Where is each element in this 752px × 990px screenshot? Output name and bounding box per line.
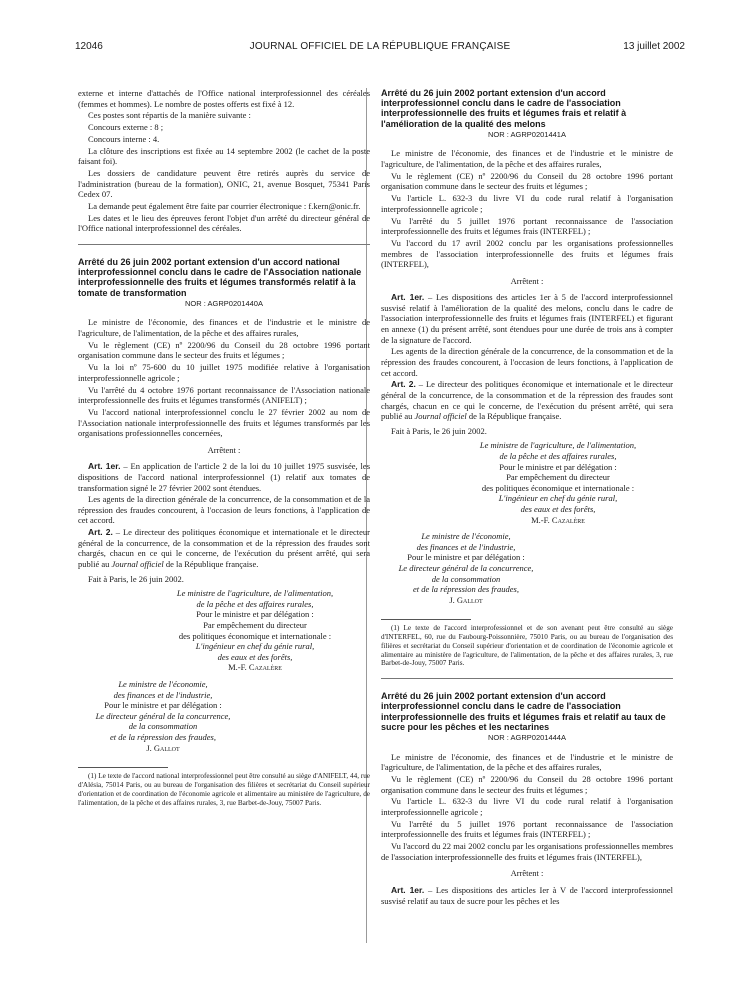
article-label: Art. 1er.: [391, 884, 425, 895]
arretent-heading: Arrêtent :: [510, 275, 544, 286]
article-paragraph: Les agents de la direction générale de la concurrence, de la consommation et de la répression des fraudes concourent, à l'occasion de leurs fonctions, à l'application de cet accord.: [78, 494, 370, 526]
left-column: [78, 88, 370, 807]
article-label: Art. 2.: [391, 379, 416, 390]
visa-paragraph: Vu l'accord du 17 avril 2002 conclu par les organisations professionnelles membres de l'association interprofessionnelle des fruits et légumes frais (INTERFEL),: [381, 237, 673, 270]
arretent-heading: Arrêtent :: [510, 868, 544, 879]
page-header: [75, 41, 685, 57]
footnote: (1) Le texte de l'accord national interprofessionnel peut être consulté au siège d'ANIFELT, 44, rue d'Alésia, 75014 Paris, ou au bureau de l'organisation des filières et secrétariat du Conseil supérieur d'orientation et de coordination de l'économie agricole et alimentaire au ministère de l'agriculture, de l'alimentation, de la pêche et des affaires rurales, 3, rue Barbet-de-Jouy, 75007 Paris.: [78, 772, 370, 807]
visa-paragraph: Le ministre de l'économie, des finances et de l'industrie et le ministre de l'agriculture, de l'alimentation, de la pêche et des affaires rurales,: [381, 751, 673, 773]
visa-paragraph: Vu l'arrêté du 5 juillet 1976 portant reconnaissance de l'association interprofessionnelle des fruits et légumes frais (INTERFEL) ;: [381, 215, 673, 237]
page-number: 12046: [75, 41, 103, 52]
signatory-name: M.-F. Cazalère: [531, 514, 585, 525]
visa-paragraph: Vu l'article L. 632-3 du livre VI du code rural relatif à l'organisation interprofessionnelle agricole ;: [381, 193, 673, 214]
visa-paragraph: Le ministre de l'économie, des finances et de l'industrie et le ministre de l'agriculture, de l'alimentation, de la pêche et des affaires rurales,: [381, 148, 673, 169]
signature-block: Le ministre de l'économie, des finances et de l'industrie, Pour le ministre et par délégation : Le directeur général de la concurrence, de la consommation et de la répression des fraudes, J. Gallot: [78, 679, 248, 753]
article-paragraph: Les agents de la direction générale de la concurrence, de la consommation et de la répression des fraudes concourent, à l'occasion de leurs fonctions, à l'application de cet accord.: [381, 346, 673, 378]
nor-reference: NOR : AGRP0201444A: [488, 733, 566, 743]
fait-a-paris: Fait à Paris, le 26 juin 2002.: [88, 573, 184, 584]
signatory-name: J. Gallot: [146, 742, 180, 753]
signature-block: Le ministre de l'agriculture, de l'alimentation, de la pêche et des affaires rurales, Pour le ministre et par délégation : Par empêchement du directeur des politiques économique et internationale : L'ingénieur en chef du génie rural, des eaux et des forêts, M.-F. Cazalère: [381, 440, 673, 525]
visa-paragraph: Vu la loi nº 75-600 du 10 juillet 1975 modifiée relative à l'organisation interprofessionnelle agricole ;: [78, 362, 370, 383]
visa-paragraph: Vu le règlement (CE) nº 2200/96 du Conseil du 28 octobre 1996 portant organisation commune dans le secteur des fruits et légumes ;: [78, 339, 370, 361]
intro-paragraph: Concours interne : 4.: [88, 133, 160, 144]
visa-paragraph: Vu l'arrêté du 5 juillet 1976 portant reconnaissance de l'association interprofessionnelle des fruits et légumes frais (INTERFEL) ;: [381, 818, 673, 840]
article-label: Art. 1er.: [88, 461, 121, 472]
intro-paragraph: Ces postes sont répartis de la manière suivante :: [88, 110, 251, 121]
arretent-heading: Arrêtent :: [207, 444, 241, 455]
right-column: [381, 88, 673, 907]
visa-paragraph: Vu l'accord du 22 mai 2002 conclu par les organisations professionnelles membres de l'association interprofessionnelle des fruits et légumes frais (INTERFEL),: [381, 841, 673, 862]
journal-title: JOURNAL OFFICIEL DE LA RÉPUBLIQUE FRANÇAISE: [249, 41, 511, 52]
article-label: Art. 2.: [88, 527, 113, 538]
intro-paragraph: Les dates et le lieu des épreuves feront l'objet d'un arrêté du directeur général de l'Office national interprofessionnel des céréales.: [78, 212, 370, 234]
article-2: Art. 2. – Le directeur des politiques économique et internationale et le directeur général de la concurrence, de la consommation et de la répression des fraudes sont chargés, chacun en ce qui le concerne, de l'exécution du présent arrêté, qui sera publié au Journal officiel de la République française.: [381, 379, 673, 422]
decree-title: Arrêté du 26 juin 2002 portant extension d'un accord national interprofessionnel conclu dans le cadre de l'Association nationale interprofessionnelle des fruits et légumes transformés relatif à la tomate de transformation: [78, 257, 362, 298]
visa-paragraph: Le ministre de l'économie, des finances et de l'industrie et le ministre de l'agriculture, de l'alimentation, de la pêche et des affaires rurales,: [78, 317, 370, 339]
nor-reference: NOR : AGRP0201441A: [488, 129, 566, 139]
article-1: Art. 1er. – Les dispositions des articles Ier à V de l'accord interprofessionnel susvisé relatif au taux de sucre pour les pêches et les: [381, 884, 674, 906]
article-2: Art. 2. – Le directeur des politiques économique et internationale et le directeur général de la concurrence, de la consommation et de la répression des fraudes sont chargés, chacun en ce qui le concerne, de l'exécution du présent arrêté, qui sera publié au Journal officiel de la République française.: [78, 527, 370, 570]
intro-paragraph: Les dossiers de candidature peuvent être retirés auprès du service de l'administration (bureau de la formation), ONIC, 21, avenue Bosquet, 75341 Paris Cedex 07.: [78, 168, 370, 200]
footnote-rule: [381, 619, 471, 620]
footnote: (1) Le texte de l'accord interprofessionnel et de son avenant peut être consulté au siège d'INTERFEL, 60, rue du Faubourg-Poissonnière, 75010 Paris, ou au bureau de l'organisation des filières et secrétariat du Conseil supérieur d'orientation et de coordination de l'économie agricole et alimentaire au ministère de l'agriculture, de l'alimentation, de la pêche et des affaires rurales, 3, rue Barbet-de-Jouy, 75007 Paris.: [381, 624, 673, 668]
visa-paragraph: Vu le règlement (CE) nº 2200/96 du Conseil du 28 octobre 1996 portant organisation commune dans le secteur des fruits et légumes ;: [381, 170, 673, 192]
signatory-name: M.-F. Cazalère: [228, 662, 282, 673]
article-1: Art. 1er. – En application de l'article 2 de la loi du 10 juillet 1975 susvisée, les dispositions de l'accord national interprofessionnel (1) relatif aux tomates de transformation signé le 27 février 2002 sont étendues.: [78, 461, 370, 493]
issue-date: 13 juillet 2002: [623, 41, 685, 52]
signature-block: Le ministre de l'économie, des finances et de l'industrie, Pour le ministre et par délégation : Le directeur général de la concurrence, de la consommation et de la répression des fraudes, J. Gallot: [381, 531, 551, 605]
intro-paragraph: La clôture des inscriptions est fixée au 14 septembre 2002 (le cachet de la poste faisant foi).: [78, 145, 370, 167]
decree-title: Arrêté du 26 juin 2002 portant extension d'un accord interprofessionnel conclu dans le cadre de l'association interprofessionnelle des fruits et légumes frais et relatif au taux de sucre pour les pêches et les nectarines: [381, 691, 666, 732]
visa-paragraph: Vu l'article L. 632-3 du livre VI du code rural relatif à l'organisation interprofessionnelle agricole ;: [381, 796, 673, 818]
signatory-name: J. Gallot: [449, 594, 483, 605]
footnote-rule: [78, 767, 168, 768]
visa-paragraph: Vu l'arrêté du 4 octobre 1976 portant reconnaissance de l'Association nationale interprofessionnelle des fruits et légumes transformés (ANIFELT) ;: [78, 384, 370, 406]
nor-reference: NOR : AGRP0201440A: [185, 298, 263, 308]
signature-block: Le ministre de l'agriculture, de l'alimentation, de la pêche et des affaires rurales, Pour le ministre et par délégation : Par empêchement du directeur des politiques économique et internationale : L'ingénieur en chef du génie rural, des eaux et des forêts, M.-F. Cazalère: [78, 588, 370, 673]
section-separator: [78, 244, 370, 245]
intro-paragraph: externe et interne d'attachés de l'Office national interprofessionnel des céréales (femmes et hommes). Le nombre de postes offerts est fixé à 12.: [78, 88, 370, 109]
visa-paragraph: Vu le règlement (CE) nº 2200/96 du Conseil du 28 octobre 1996 portant organisation commune dans le secteur des fruits et légumes ;: [381, 774, 673, 795]
article-1: Art. 1er. – Les dispositions des articles 1er à 5 de l'accord interprofessionnel susvisé relatif à l'amélioration de la qualité des melons, conclu dans le cadre de l'association interprofessionnelle des fruits et légumes frais (INTERFEL) et figurant en annexe (1) du présent arrêté, sont étendues pour une durée de trois ans à compter de la signature de l'accord.: [381, 292, 674, 345]
intro-paragraph: La demande peut également être faite par courrier électronique : f.kern@onic.fr.: [88, 201, 361, 212]
fait-a-paris: Fait à Paris, le 26 juin 2002.: [391, 425, 487, 436]
visa-paragraph: Vu l'accord national interprofessionnel conclu le 27 février 2002 au nom de l'Association nationale interprofessionnelle des fruits et légumes transformés par les organisations professionnelles concernées,: [78, 406, 370, 439]
intro-paragraph: Concours externe : 8 ;: [88, 122, 164, 133]
section-separator: [381, 678, 673, 679]
article-label: Art. 1er.: [391, 292, 425, 303]
decree-title: Arrêté du 26 juin 2002 portant extension d'un accord interprofessionnel conclu dans le cadre de l'association interprofessionnelle des fruits et légumes frais et relatif à l'amélioration de la qualité des melons: [381, 88, 627, 129]
